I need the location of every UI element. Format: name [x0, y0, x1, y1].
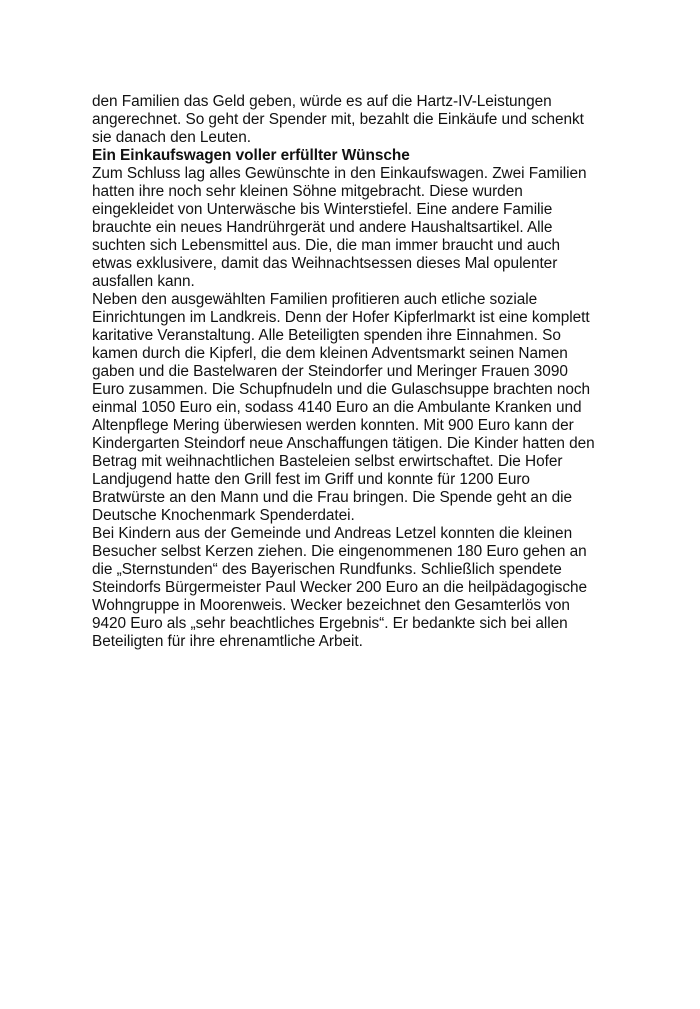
text-line: Besucher selbst Kerzen ziehen. Die eingenommenen 180 Euro gehen an: [92, 543, 587, 560]
text-line: Einrichtungen im Landkreis. Denn der Hofer Kipferlmarkt ist eine komplett: [92, 309, 590, 326]
document-page: [92, 93, 622, 651]
text-line: Zum Schluss lag alles Gewünschte in den Einkaufswagen. Zwei Familien: [92, 165, 587, 182]
text-line: Kindergarten Steindorf neue Anschaffungen tätigen. Die Kinder hatten den: [92, 435, 595, 452]
text-line: Deutsche Knochenmark Spenderdatei.: [92, 507, 355, 524]
section-heading: [92, 147, 622, 165]
text-line: angerechnet. So geht der Spender mit, bezahlt die Einkäufe und schenkt: [92, 111, 584, 128]
text-line: brauchte ein neues Handrührgerät und andere Haushaltsartikel. Alle: [92, 219, 553, 236]
text-line: ausfallen kann.: [92, 273, 195, 290]
text-line: gaben und die Bastelwaren der Steindorfer und Meringer Frauen 3090: [92, 363, 568, 380]
text-line: Landjugend hatte den Grill fest im Griff und konnte für 1200 Euro: [92, 471, 530, 488]
text-line: kamen durch die Kipferl, die dem kleinen Adventsmarkt seinen Namen: [92, 345, 568, 362]
paragraph-candles: [92, 525, 622, 651]
text-line: die „Sternstunden“ des Bayerischen Rundfunks. Schließlich spendete: [92, 561, 562, 578]
text-line: Altenpflege Mering überwiesen werden konnten. Mit 900 Euro kann der: [92, 417, 574, 434]
text-line: suchten sich Lebensmittel aus. Die, die man immer braucht und auch: [92, 237, 561, 254]
text-line: Bratwürste an den Mann und die Frau bringen. Die Spende geht an die: [92, 489, 573, 506]
intro-paragraph: [92, 93, 622, 147]
text-line: den Familien das Geld geben, würde es auf die Hartz-IV-Leistungen: [92, 93, 552, 110]
text-line: sie danach den Leuten.: [92, 129, 251, 146]
text-line: Wohngruppe in Moorenweis. Wecker bezeichnet den Gesamterlös von: [92, 597, 570, 614]
heading-text: Ein Einkaufswagen voller erfüllter Wünsche: [92, 147, 410, 164]
text-line: eingekleidet von Unterwäsche bis Winterstiefel. Eine andere Familie: [92, 201, 553, 218]
text-line: Euro zusammen. Die Schupfnudeln und die Gulaschsuppe brachten noch: [92, 381, 591, 398]
text-line: etwas exklusivere, damit das Weihnachtsessen dieses Mal opulenter: [92, 255, 558, 272]
text-line: 9420 Euro als „sehr beachtliches Ergebnis“. Er bedankte sich bei allen: [92, 615, 568, 632]
text-line: karitative Veranstaltung. Alle Beteiligten spenden ihre Einnahmen. So: [92, 327, 561, 344]
text-line: Neben den ausgewählten Familien profitieren auch etliche soziale: [92, 291, 538, 308]
paragraph-shopping-cart: [92, 165, 622, 291]
text-line: hatten ihre noch sehr kleinen Söhne mitgebracht. Diese wurden: [92, 183, 523, 200]
text-line: Steindorfs Bürgermeister Paul Wecker 200 Euro an die heilpädagogische: [92, 579, 588, 596]
text-line: Betrag mit weihnachtlichen Basteleien selbst erwirtschaftet. Die Hofer: [92, 453, 563, 470]
text-line: Bei Kindern aus der Gemeinde und Andreas Letzel konnten die kleinen: [92, 525, 573, 542]
paragraph-donations: [92, 291, 622, 525]
text-line: einmal 1050 Euro ein, sodass 4140 Euro an die Ambulante Kranken und: [92, 399, 582, 416]
text-line: Beteiligten für ihre ehrenamtliche Arbeit.: [92, 633, 363, 650]
